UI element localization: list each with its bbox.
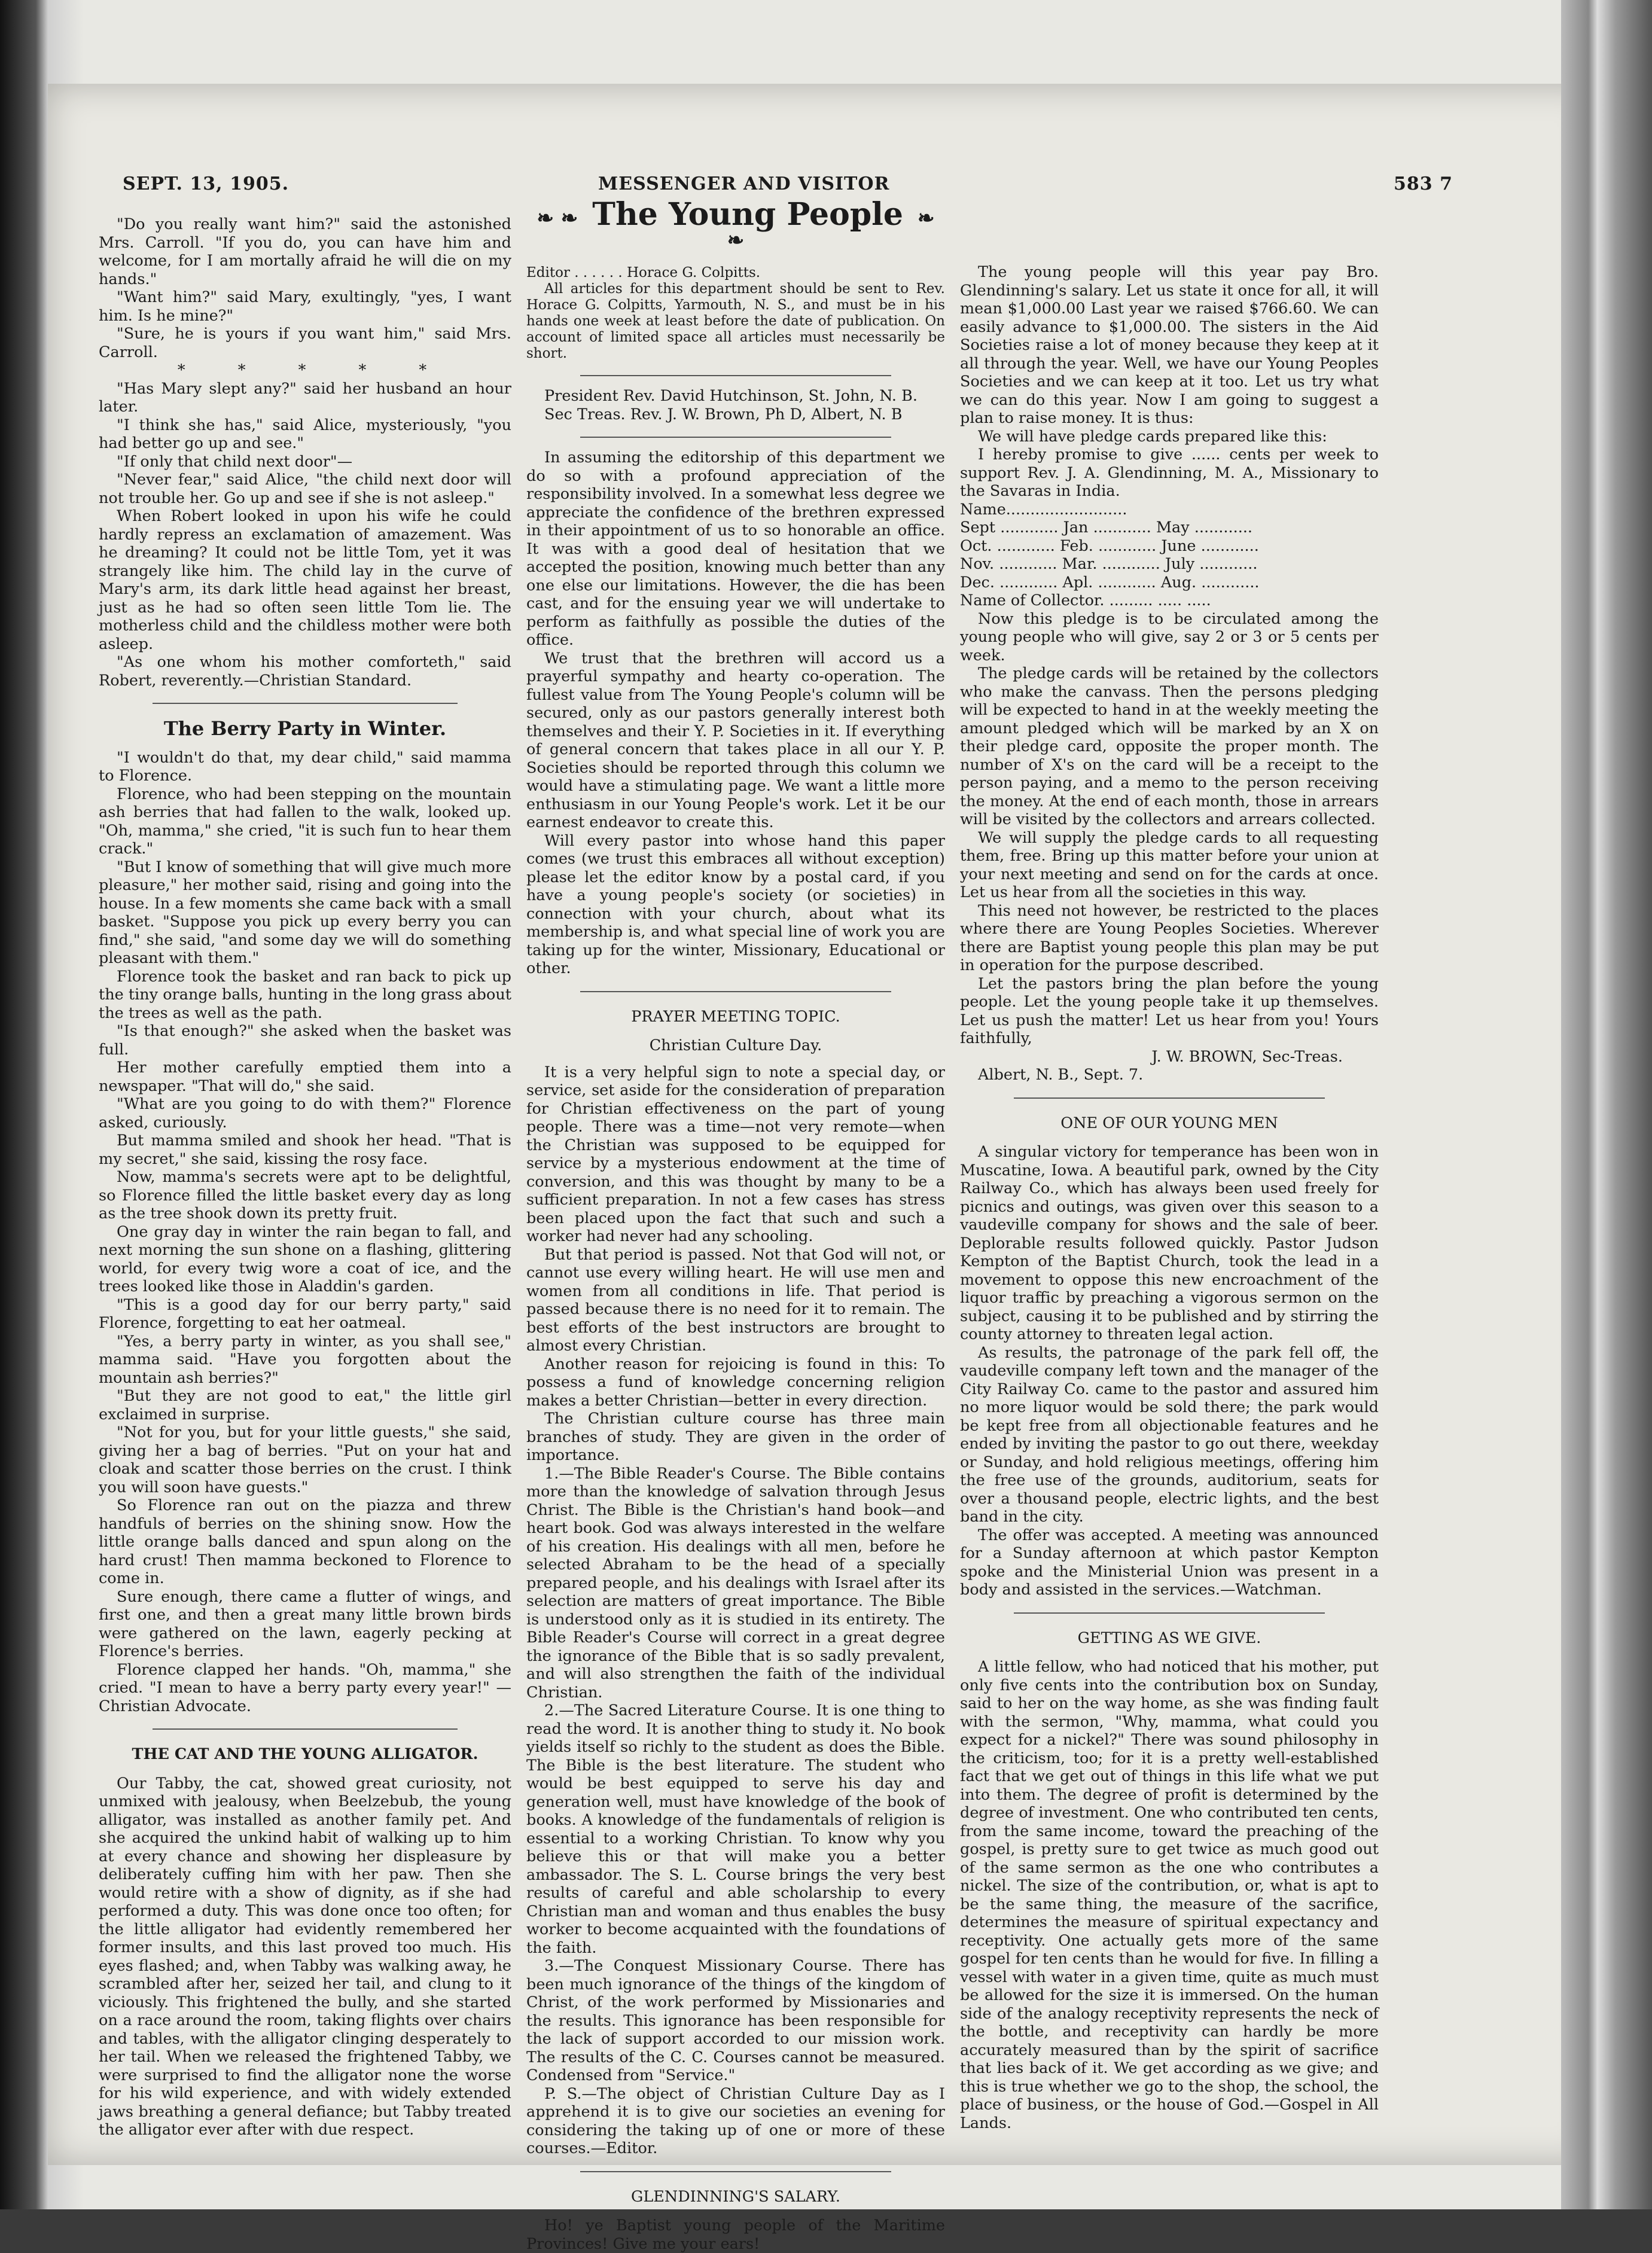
issue-date: SEPT. 13, 1905.: [123, 173, 289, 194]
young-men-title: ONE OF OUR YOUNG MEN: [1060, 1114, 1278, 1132]
story-paragraph: "I think she has," said Alice, mysteriously, "you had better go up and see.": [99, 416, 511, 452]
prayer-paragraph: It is a very helpful sign to note a special day, or service, set aside for the consideration of preparation for Christian effectiveness on the part of young people. There was a time—not very remote—when the Christian was supposed to be equipped for service by a mysterious endowment at the time of conversion, and this was thought by many to be a sufficient preparation. In not a few cases has stress been placed upon the fact that such and such a worker had never had any schooling.: [526, 1063, 945, 1245]
officer-line: President Rev. David Hutchinson, St. John, N. B.: [544, 387, 918, 405]
salary-paragraph: The pledge cards will be retained by the collectors who make the canvass. Then the persons pledging will be expected to hand in at the weekly meeting the amount pledged which will be marked by an X on their pledge card, opposite the proper month. The number of X's on the card will be a receipt to the person paying, and a memo to the person receiving the money. At the end of each month, those in arrears will be visited by the collectors and arrears collected.: [960, 664, 1379, 828]
salary-paragraph: Let the pastors bring the plan before the young people. Let the young people take it up themselves. Let us push the matter! Let us hear from you! Yours faithfully,: [960, 974, 1379, 1047]
story-paragraph: "Sure, he is yours if you want him," said Mrs. Carroll.: [99, 325, 511, 361]
prayer-paragraph: The Christian culture course has three main branches of study. They are given in the order of importance.: [526, 1410, 945, 1464]
cat-alligator-title: THE CAT AND THE YOUNG ALLIGATOR.: [132, 1745, 478, 1763]
pledge-card-form: I hereby promise to give ...... cents per week to support Rev. J. A. Glendinning, M. A., Missionary to the Savaras in India. Name......................... Sept ............ Jan ............ May ............ Oct. ............ Feb. ............ June ............ Nov. ............ Mar. ............ July ............ Dec. ............ Apl. ............ Aug. ............ Name of Collector. ......... ..... .....: [960, 446, 1379, 609]
young-men-paragraph: As results, the patronage of the park fell off, the vaudeville company left town and the manager of the City Railway Co. came to the pastor and assured him no more liquor would be sold there; the park would be kept free from all objectionable features and he ended by inviting the pastor to go out there, weekday or Sunday, and hold religious meetings, offering him the free use of the grounds, auditorium, seats for over a thousand people, electric lights, and the best band in the city.: [960, 1343, 1379, 1526]
story-paragraph: * * * * *: [177, 361, 451, 379]
department-title-text: The Young People: [592, 196, 904, 233]
berry-paragraph: Now, mamma's secrets were apt to be delightful, so Florence filled the little basket every day as long as the tree shook down its pretty fruit.: [99, 1168, 511, 1222]
prayer-paragraph: Another reason for rejoicing is found in this: To possess a fund of knowledge concerning religion makes a better Christian—better in every direction.: [526, 1355, 945, 1410]
divider-rule: [580, 375, 891, 376]
young-men-paragraph: The offer was accepted. A meeting was announced for a Sunday afternoon at which pastor Kempton spoke and the Ministerial Union was present in a body and assisted in the services.—Watchman.: [960, 1526, 1379, 1599]
dateline: Albert, N. B., Sept. 7.: [978, 1066, 1144, 1084]
prayer-paragraph: But that period is passed. Not that God will not, or cannot use every willing heart. He will use men and women from all conditions in life. That period is passed because there is no need for it to remain. The best efforts of the best instructors are brought to almost every Christian.: [526, 1245, 945, 1355]
divider-rule: [1014, 1612, 1325, 1614]
berry-paragraph: Florence took the basket and ran back to pick up the tiny orange balls, hunting in the long grass about the trees as well as the path.: [99, 967, 512, 1022]
column-1: [99, 215, 511, 2139]
young-men-paragraph: A singular victory for temperance has been won in Muscatine, Iowa. A beautiful park, owned by the City Railway Co., which has always been used freely for picnics and outings, was given over this season to a vaudeville company for shows and the sale of beer. Deplorable results followed quickly. Pastor Judson Kempton of the Baptist Church, took the lead in a movement to oppose this new encroachment of the liquor traffic by preaching a vigorous sermon on the subject, causing it to be published and by stirring the county attorney to threaten legal action.: [960, 1143, 1379, 1343]
editor-note: All articles for this department should be sent to Rev. Horace G. Colpitts, Yarmouth, N. S., and must be in his hands one week at least before the date of publication. On account of limited space all articles must necessarily be short.: [526, 281, 945, 361]
intro-paragraph: We trust that the brethren will accord us a prayerful sympathy and hearty co-operation. The fullest value from The Young People's column will be secured, only as our pastors generally interest both themselves and their Y. P. Societies in it. If everything of general concern that takes place in all our Y. P. Societies should be reported through this column we would have a stimulating page. We want a little more enthusiasm in our Young People's work. Let it be our earnest endeavor to create this.: [526, 649, 945, 831]
salary-paragraph: The young people will this year pay Bro. Glendinning's salary. Let us state it once for all, it will mean $1,000.00 Last year we raised $766.60. We can easily advance to $1,000.00. The sisters in the Aid Societies raise a lot of money because they keep at it all through the year. Well, we have our Young Peoples Societies and we can keep at it too. Let us try what we can do this year. Now I am going to suggest a plan to raise money. It is thus:: [960, 263, 1379, 427]
berry-paragraph: Her mother carefully emptied them into a newspaper. "That will do," she said.: [99, 1059, 511, 1095]
salary-paragraph: We will have pledge cards prepared like this:: [978, 427, 1327, 446]
cat-paragraph: Our Tabby, the cat, showed great curiosity, not unmixed with jealousy, when Beelzebub, the young alligator, was installed as another family pet. And she acquired the unkind habit of walking up to him at every chance and showing her displeasure by deliberately cuffing him with her paw. Then she would retire with a show of dignity, as if she had performed a duty. This was done once too often; for the little alligator had evidently remembered her former insults, and this last proved too much. His eyes flashed; and, when Tabby was walking away, he scrambled after her, seized her tail, and clung to it viciously. This frightened the bully, and she started on a race around the room, taking flights over chairs and tables, with the alligator clinging desperately to her tail. When we released the frightened Tabby, we were surprised to find the alligator none the worse for his wild experience, and with widely extended jaws breathing a general defiance; but Tabby treated the alligator ever after with due respect.: [99, 1774, 511, 2139]
prayer-paragraph: P. S.—The object of Christian Culture Day as I apprehend it is to give our societies an evening for considering the taking up of one or more of these courses.—Editor.: [526, 2084, 945, 2157]
berry-paragraph: Florence, who had been stepping on the mountain ash berries that had fallen to the walk, looked up. "Oh, mamma," she cried, "it is such fun to hear them crack.": [99, 785, 511, 858]
divider-rule: [580, 991, 891, 992]
berry-party-title: The Berry Party in Winter.: [163, 717, 447, 740]
story-paragraph: When Robert looked in upon his wife he could hardly repress an exclamation of amazement. Was he dreaming? It could not be little Tom, yet it was strangely like him. The child lay in the curve of Mary's arm, its dark little head against her breast, just as he had so often seen little Tom lie. The motherless child and the childless mother were both asleep.: [99, 507, 511, 653]
berry-paragraph: "What are you going to do with them?" Florence asked, curiously.: [99, 1095, 511, 1132]
intro-paragraph: Will every pastor into whose hand this paper comes (we trust this embraces all without exception) please let the editor know by a postal card, if you have a young people's society (or societies) in connection with your church, about what its membership is, and what special line of work you are taking up for the winter, Missionary, Educational or other.: [526, 831, 945, 977]
binding-edge: [1561, 0, 1652, 2209]
berry-paragraph: "Is that enough?" she asked when the basket was full.: [99, 1022, 511, 1059]
berry-paragraph: "I wouldn't do that, my dear child," said mamma to Florence.: [99, 748, 511, 785]
page-number: 583 7: [1394, 173, 1453, 194]
berry-paragraph: So Florence ran out on the piazza and threw handfuls of berries on the shining snow. How the little orange balls danced and spun along on the hard crust! Then mamma beckoned to Florence to come in.: [99, 1496, 511, 1587]
prayer-paragraph: 3.—The Conquest Missionary Course. There has been much ignorance of the things of the kingdom of Christ, of the work performed by Missionaries and the results. This ignorance has been responsible for the lack of support accorded to our mission work. The results of the C. C. Courses cannot be measured. Condensed from "Service.": [526, 1957, 945, 2084]
prayer-topic-subtitle: Christian Culture Day.: [649, 1036, 822, 1054]
story-paragraph: "As one whom his mother comforteth," said Robert, reverently.—Christian Standard.: [99, 653, 511, 690]
berry-paragraph: "But I know of something that will give much more pleasure," her mother said, rising and going into the house. In a few moments she came back with a small basket. "Suppose you pick up every berry you can find," she said, "and some day we will do something pleasant with them.": [99, 858, 511, 967]
salary-opening: Ho! ye Baptist young people of the Maritime Provinces! Give me your ears!: [526, 2217, 945, 2253]
berry-paragraph: "This is a good day for our berry party," said Florence, forgetting to eat her oatmeal.: [99, 1295, 511, 1332]
column-3: [960, 263, 1379, 2132]
berry-paragraph: Florence clapped her hands. "Oh, mamma," she cried. "I mean to have a berry party every year!" —Christian Advocate.: [99, 1660, 511, 1715]
salary-title: GLENDINNING'S SALARY.: [630, 2187, 840, 2206]
prayer-paragraph: 2.—The Sacred Literature Course. It is one thing to read the word. It is another thing to study it. No book yields itself so richly to the student as does the Bible. The Bible is the best literature. The student who would be best equipped to serve his day and generation well, must have knowledge of the book of books. A knowledge of the fundamentals of religion is essential to a working Christian. To know why you believe this or that will make you a better ambassador. The S. L. Course brings the very best results of careful and able scholarship to every Christian man and woman and thus enables the busy worker to become acquainted with the foundations of the faith.: [526, 1702, 945, 1957]
divider-rule: [153, 1728, 458, 1730]
column-2: [526, 196, 945, 2253]
masthead: MESSENGER AND VISITOR: [598, 173, 890, 194]
ornament-left: ❧ ❧: [537, 206, 578, 230]
berry-paragraph: But mamma smiled and shook her head. "That is my secret," she said, kissing the rosy face.: [99, 1132, 511, 1168]
ornament-right: ❧ ❧: [727, 206, 935, 252]
divider-rule: [1014, 1097, 1325, 1099]
salary-paragraph: Now this pledge is to be circulated among the young people who will give, say 2 or 3 or 5 cents per week.: [960, 609, 1379, 664]
story-paragraph: "Want him?" said Mary, exultingly, "yes, I want him. Is he mine?": [99, 288, 511, 325]
berry-paragraph: "Not for you, but for your little guests," she said, giving her a bag of berries. "Put on your hat and cloak and scatter those berries on the crust. I think you will soon have guests.": [99, 1423, 511, 1496]
story-paragraph: "Do you really want him?" said the astonished Mrs. Carroll. "If you do, you can have him and welcome, for I am mortally afraid he will die on my hands.": [99, 215, 511, 288]
story-paragraph: "If only that child next door"—: [117, 452, 353, 471]
getting-giving-title: GETTING AS WE GIVE.: [1077, 1629, 1261, 1647]
berry-paragraph: "But they are not good to eat," the little girl exclaimed in surprise.: [99, 1387, 511, 1423]
salary-paragraph: This need not however, be restricted to the places where there are Young Peoples Societies. Wherever there are Baptist young people this plan may be put in operation for the purpose described.: [960, 901, 1379, 974]
berry-paragraph: Sure enough, there came a flutter of wings, and first one, and then a great many little brown birds were gathered on the lawn, eagerly pecking at Florence's berries.: [99, 1587, 511, 1660]
prayer-topic-title: PRAYER MEETING TOPIC.: [631, 1007, 840, 1026]
salary-paragraph: We will supply the pledge cards to all requesting them, free. Bring up this matter before your union at your next meeting and send on for the cards at once. Let us hear from all the societies in this way.: [960, 828, 1379, 901]
signature: J. W. BROWN, Sec-Treas.: [1151, 1047, 1343, 1066]
intro-paragraph: In assuming the editorship of this department we do so with a profound appreciation of the responsibility involved. In a somewhat less degree we appreciate the confidence of the brethren expressed in their appointment of us to so honorable an office. It was with a good deal of hesitation that we accepted the position, knowing much better than any one else our limitations. However, the die has been cast, and for the ensuing year we will undertake to perform as faithfully as possible the duties of the office.: [526, 449, 945, 649]
department-title: [526, 196, 945, 252]
officer-line: Sec Treas. Rev. J. W. Brown, Ph D, Albert, N. B: [544, 405, 903, 423]
editor-line: Editor . . . . . . Horace G. Colpitts.: [526, 265, 761, 281]
story-paragraph: "Never fear," said Alice, "the child next door will not trouble her. Go up and see if she is not asleep.": [99, 471, 511, 507]
giving-paragraph: A little fellow, who had noticed that his mother, put only five cents into the contribution box on Sunday, said to her on the way home, as she was finding fault with the sermon, "Why, mamma, what could you expect for a nickel?" There was sound philosophy in the criticism, too; for it is a pretty well-established fact that we get out of things in this life what we put into them. The degree of profit is determined by the degree of investment. One who contributed ten cents, from the same income, toward the preaching of the gospel, is pretty sure to get twice as much good out of the same sermon as the one who contributes a nickel. The size of the contribution, or, what is apt to be the same thing, the measure of the sacrifice, determines the measure of spiritual expectancy and receptivity. One actually gets more of the same gospel for ten cents than he would for five. In filling a vessel with water in a given time, quite as much must be allowed for the size it is immersed. On the human side of the analogy receptivity represents the neck of the bottle, and receptivity can hardly be more accurately measured than by the spirit of sacrifice that lies back of it. We get according as we give; and this is true whether we go to the shop, the school, the place of business, or the house of God.—Gospel in All Lands.: [960, 1658, 1379, 2132]
berry-paragraph: One gray day in winter the rain began to fall, and next morning the sun shone on a flashing, glittering world, for every twig wore a coat of ice, and the trees looked like those in Aladdin's garden.: [99, 1222, 511, 1295]
divider-rule: [580, 2171, 891, 2172]
berry-paragraph: "Yes, a berry party in winter, as you shall see," mamma said. "Have you forgotten about the mountain ash berries?": [99, 1332, 511, 1387]
divider-rule: [580, 437, 891, 438]
story-paragraph: "Has Mary slept any?" said her husband an hour later.: [99, 379, 511, 416]
prayer-paragraph: 1.—The Bible Reader's Course. The Bible contains more than the knowledge of salvation through Jesus Christ. The Bible is the Christian's hand book—and heart book. God was always interested in the welfare of his creation. His dealings with all men, before he selected Abraham to be the head of a specially prepared people, and his dealings with Israel after its selection are matters of great importance. The Bible is understood only as it is studied in its entirety. The Bible Reader's Course will correct in a great degree the ignorance of the Bible that is so sadly prevalent, and will also strengthen the faith of the individual Christian.: [526, 1464, 945, 1702]
divider-rule: [153, 703, 458, 704]
